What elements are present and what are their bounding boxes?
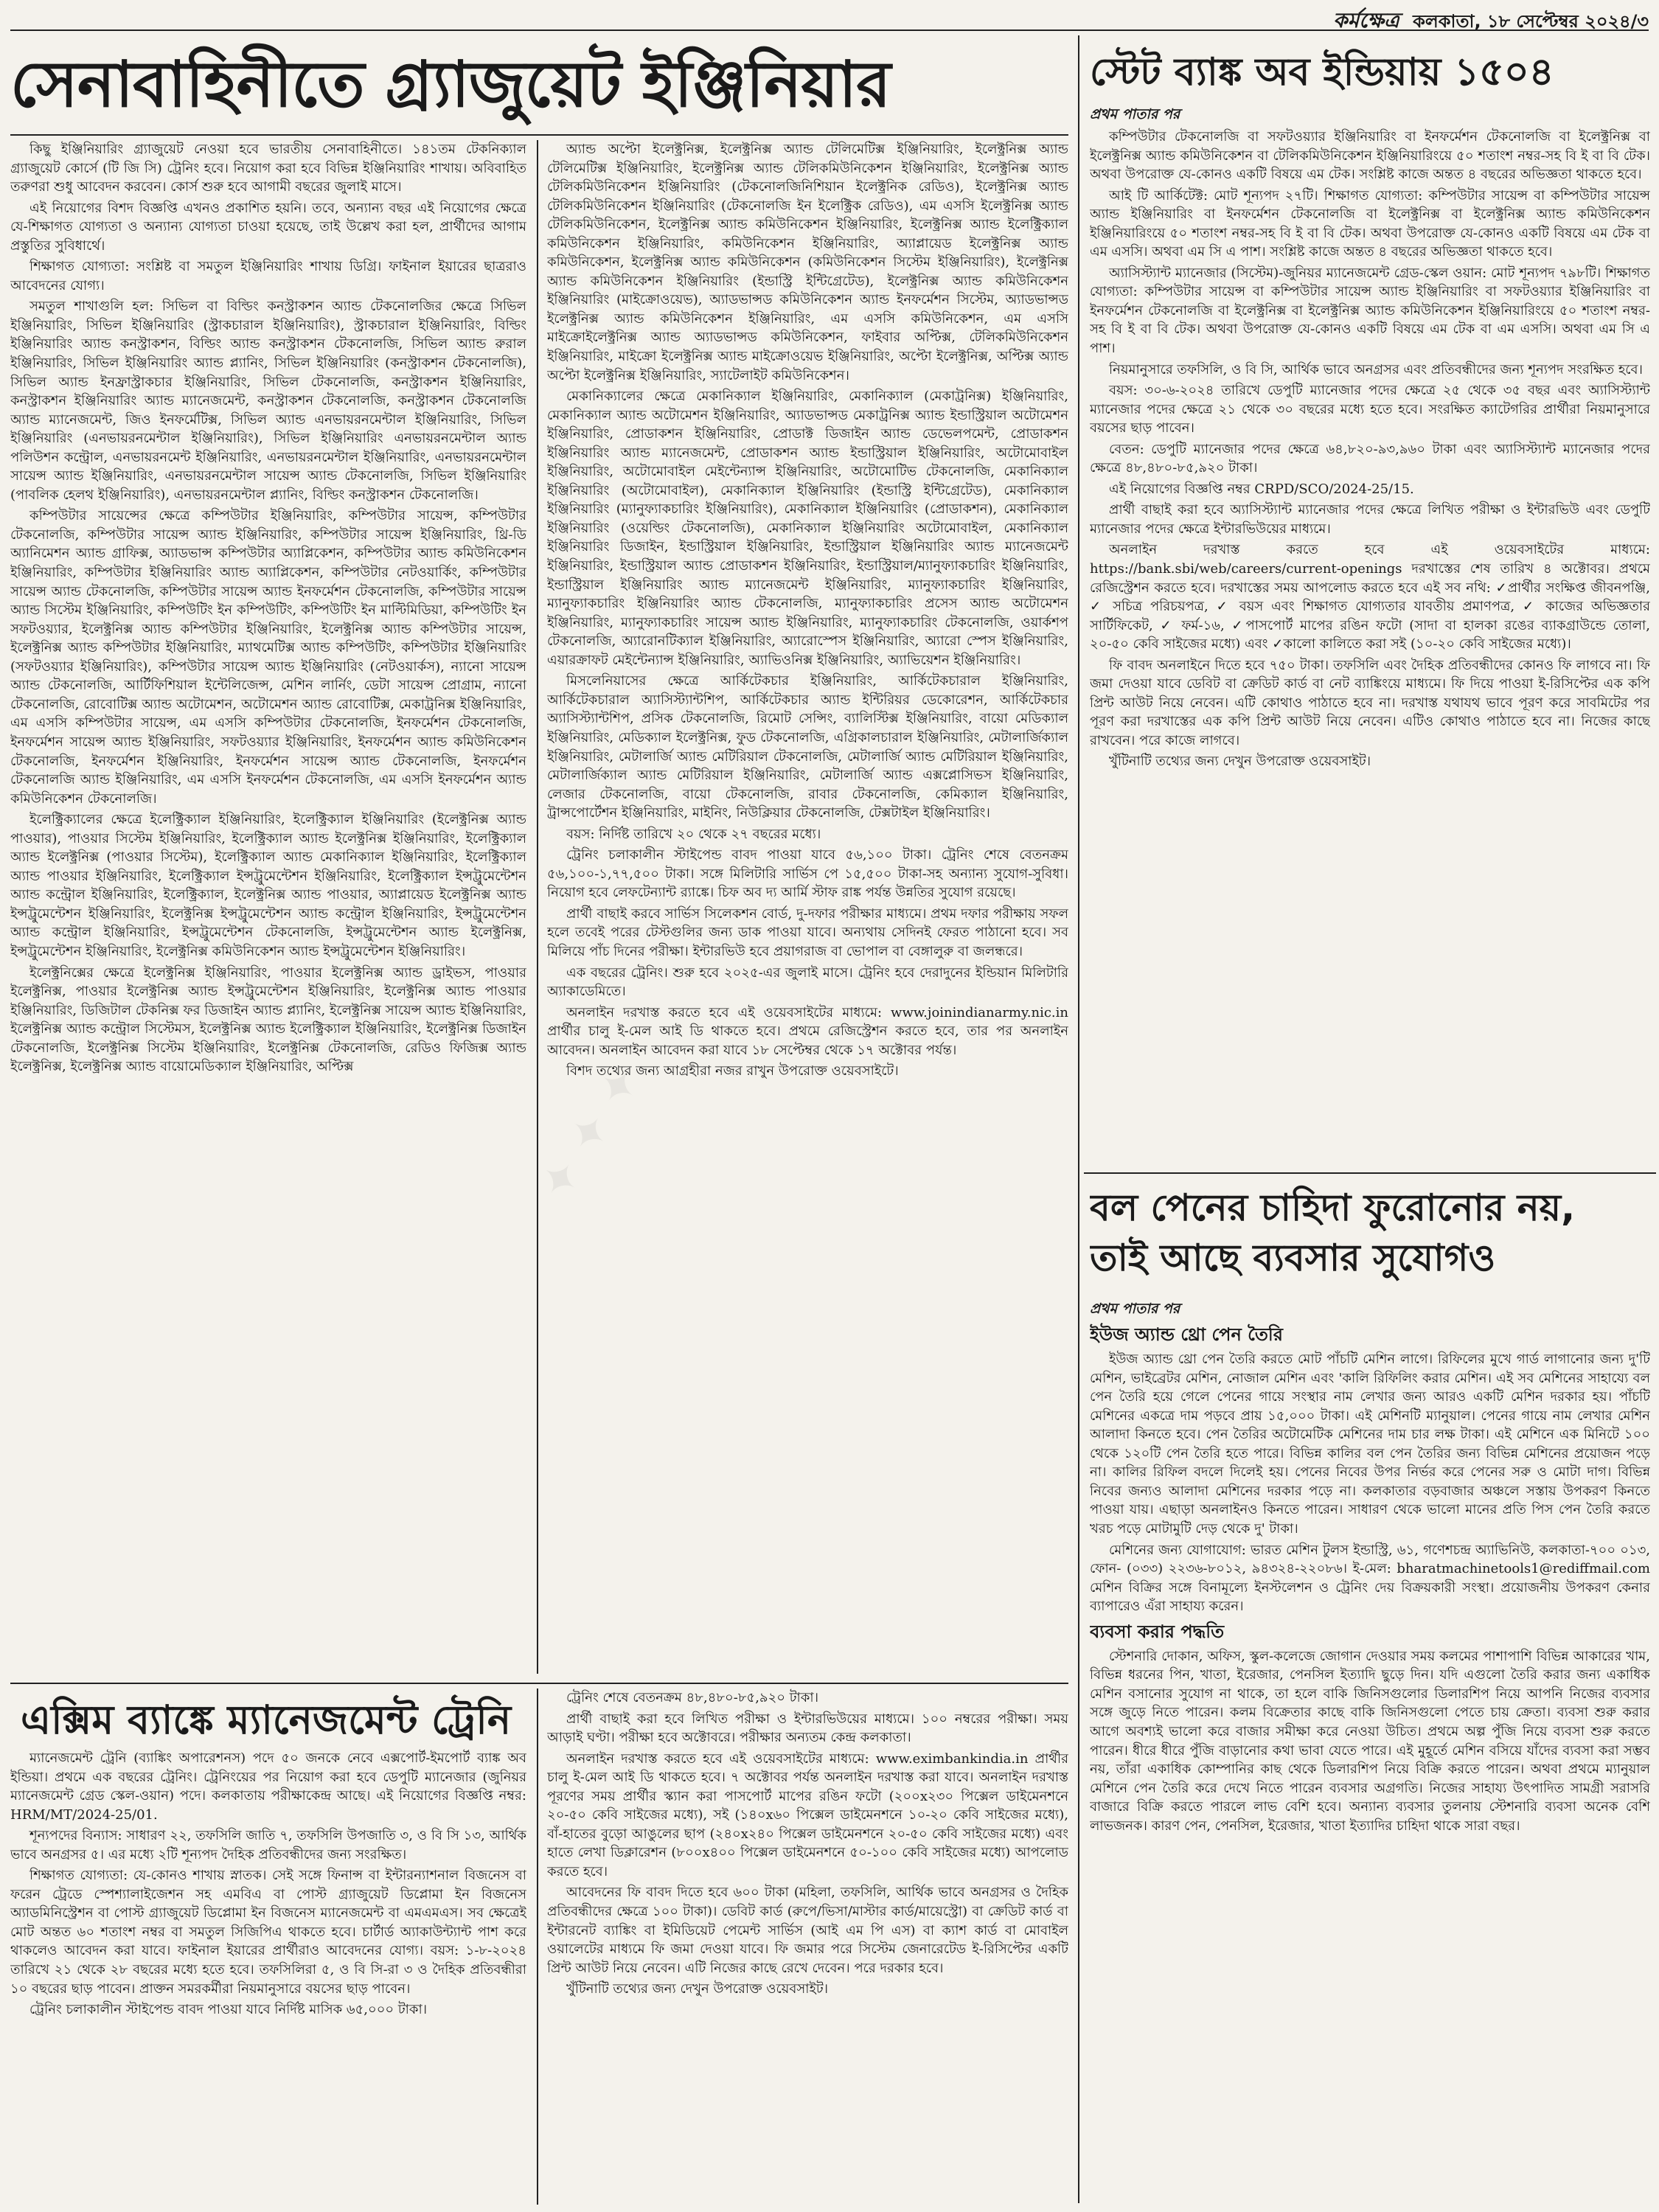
exim-left-paragraph: ট্রেনিং চলাকালীন স্টাইপেন্ড বাবদ পাওয়া যাবে নির্দিষ্ট মাসিক ৬৫,০০০ টাকা। xyxy=(29,2002,428,2018)
pen-making-paragraph: ইউজ অ্যান্ড থ্রো পেন তৈরি করতে মোট পাঁচটি মেশিন লাগে। রিফিলের মুখে গার্ড লাগানোর জন্য দু'টি মেশিন, ভাইব্রেটর মেশিন, নোজাল মেশিন এবং 'কালি রিফিলিং করার মেশিন। এই সব মেশিনের সাহায্যে বল পেন তৈরি হয়ে গেলে পেনের গায়ে সংস্থার নাম লেখার জন্য আরও একটি মেশিন দরকার হয়। পাঁচটি মেশিনের একত্রে দাম পড়বে প্রায় ১৫,০০০ টাকা। এই মেশিনটি ম্যানুয়াল। পেনের গায়ে নাম লেখার মেশিন আলাদা কিনতে হবে। পেন তৈরির অটোমেটিক মেশিনের দাম চার লক্ষ টাকা। এই মেশিনে এক মিনিটে ১০০ থেকে ১২০টি পেন তৈরি হতে পারে। বিভিন্ন কালির বল পেন তৈরির জন্য বিভিন্ন মেশিনের প্রয়োজন পড়ে না। কালির রিফিল বদলে দিলেই হয়। পেনের নিবের উপর নির্ভর করে পেনের সরু ও মোটা দাগ। বিভিন্ন নিবের জন্যও আলাদা মেশিনের দরকার পড়ে না। কলকাতার বড়বাজার অঞ্চলে সস্তায় উপকরণ কিনতে পাওয়া যায়। এছাড়া অনলাইনও কিনতে পারেন। সাধারণ থেকে ভালো মানের প্রতি পিস পেন তৈরি করতে খরচ পড়ে মোটামুটি দেড় থেকে দু' টাকা। xyxy=(1090,1352,1650,1537)
sbi-paragraph: প্রার্থী বাছাই করা হবে অ্যাসিস্ট্যান্ট ম্যানেজার পদের ক্ষেত্রে লিখিত পরীক্ষা ও ইন্টারভিউ এবং ডেপুটি ম্যানেজার পদের ক্ষেত্রে ইন্টারভিউয়ের মাধ্যমে। xyxy=(1090,502,1650,537)
pen-subhead-making: ইউজ অ্যান্ড থ্রো পেন তৈরি xyxy=(1090,1324,1283,1345)
pen-making-paragraph: মেশিনের জন্য যোগাযোগ: ভারত মেশিন টুলস ইন্ডাস্ট্রি, ৬১, গণেশচন্দ্র অ্যাভিনিউ, কলকাতা-৭০০ ০১৩, ফোন- (০৩৩) ২২৩৬-৮০১২, ৯৪৩২৪-২২০৮৬। ই-মেল: bharatmachinetools1@rediffmail.com মেশিন বিক্রির সঙ্গে বিনামূল্যে ইনস্টলেশন ও ট্রেনিং দেয় বিক্রয়কারী সংস্থা। প্রয়োজনীয় উপকরণ কেনার ব্যাপারেও এঁরা সাহায্য করেন। xyxy=(1090,1542,1650,1615)
army-mid-paragraph: এক বছরের ট্রেনিং। শুরু হবে ২০২৫-এর জুলাই মাসে। ট্রেনিং হবে দেরাদুনের ইন্ডিয়ান মিলিটারি অ্যাকাডেমিতে। xyxy=(547,964,1068,1000)
sbi-paragraph: কম্পিউটার টেকনোলজি বা সফটওয়্যার ইঞ্জিনিয়ারিং বা ইনফর্মেশন টেকনোলজি বা ইলেক্ট্রনিক্স বা ইলেক্ট্রনিক্স অ্যান্ড কমিউনিকেশন বা টেলিকমিউনিকেশন ইঞ্জিনিয়ারিংয়ে ৫০ শতাংশ নম্বর-সহ বি ই বা বি টেক। অথবা উপরোক্ত যে-কোনও একটি বিষয়ে এম টেক। সংশ্লিষ্ট কাজে অন্তত ৪ বছরের অভিজ্ঞতা থাকতে হবে। xyxy=(1090,128,1650,183)
army-mid-paragraph: মেকানিক্যালের ক্ষেত্রে মেকানিক্যাল ইঞ্জিনিয়ারিং, মেকানিক্যাল (মেকাট্রনিক্স) ইঞ্জিনিয়ারিং, মেকানিক্যাল অ্যান্ড অটোমেশন ইঞ্জিনিয়ারিং, অ্যাডভান্সড মেকাট্রনিক্স অ্যান্ড ইন্ডাস্ট্রিয়াল অটোমেশন ইঞ্জিনিয়ারিং, প্রোডাকশন ইঞ্জিনিয়ারিং, প্রোডাক্ট ডিজাইন অ্যান্ড ডেভেলপমেন্ট, প্রোডাকশন ইঞ্জিনিয়ারিং অ্যান্ড ম্যানেজমেন্ট, প্রোডাকশন অ্যান্ড ইন্ডাস্ট্রিয়াল ইঞ্জিনিয়ারিং, অটোমোবাইল ইঞ্জিনিয়ারিং, অটোমোবাইল মেইন্টেন্যান্স ইঞ্জিনিয়ারিং, অটোমোটিভ টেকনোলজি, মেকানিক্যাল ইঞ্জিনিয়ারিং (অটোমোবাইল), মেকানিক্যাল ইঞ্জিনিয়ারিং (ইন্ডাস্ট্রি ইন্টিগ্রেটেড), মেকানিক্যাল ইঞ্জিনিয়ারিং (ম্যানুফ্যাকচারিং ইঞ্জিনিয়ারিং), মেকানিক্যাল ইঞ্জিনিয়ারিং (প্রোডাকশন), মেকানিক্যাল ইঞ্জিনিয়ারিং (ওয়েল্ডিং টেকনোলজি), মেকানিক্যাল ইঞ্জিনিয়ারিং অটোমোবাইল, মেকানিক্যাল ইঞ্জিনিয়ারিং ডিজাইন, ইন্ডাস্ট্রিয়াল ইঞ্জিনিয়ারিং, ইন্ডাস্ট্রিয়াল ইঞ্জিনিয়ারিং অ্যান্ড ম্যানেজমেন্ট ইঞ্জিনিয়ারিং, ইন্ডাস্ট্রিয়াল অ্যান্ড প্রোডাকশন ইঞ্জিনিয়ারিং, ইন্ডাস্ট্রিয়াল/ম্যানুফ্যাকচারিং ইঞ্জিনিয়ারিং, ইন্ডাস্ট্রিয়াল ইঞ্জিনিয়ারিং অ্যান্ড ম্যানেজমেন্ট ইঞ্জিনিয়ারিং, ম্যানুফ্যাকচারিং ইঞ্জিনিয়ারিং, ম্যানুফ্যাকচারিং ইঞ্জিনিয়ারিং অ্যান্ড টেকনোলজি, ম্যানুফ্যাকচারিং প্রসেস অ্যান্ড অটোমেশন ইঞ্জিনিয়ারিং, ম্যানুফ্যাকচারিং সায়েন্স অ্যান্ড ইঞ্জিনিয়ারিং, ম্যানুফ্যাকচারিং টেকনোলজি, ওয়ার্কশপ টেকনোলজি, অ্যারোনটিক্যাল ইঞ্জিনিয়ারিং, অ্যারোস্পেস ইঞ্জিনিয়ারিং, অ্যারো স্পেস ইঞ্জিনিয়ারিং, এয়ারক্রাফট মেইন্টেন্যান্স ইঞ্জিনিয়ারিং, অ্যাভিওনিক্স ইঞ্জিনিয়ারিং, অ্যাভিয়েশন ইঞ্জিনিয়ারিং। xyxy=(547,389,1068,668)
pen-column xyxy=(1090,1298,1650,2205)
sbi-paragraph: অ্যাসিস্ট্যান্ট ম্যানেজার (সিস্টেম)-জুনিয়র ম্যানেজমেন্ট গ্রেড-স্কেল ওয়ান: মোট শূন্যপদ ৭৯৮টি। শিক্ষাগত যোগ্যতা: কম্পিউটার সায়েন্স বা কম্পিউটার সায়েন্স অ্যান্ড ইঞ্জিনিয়ারিং বা সফটওয়্যার ইঞ্জিনিয়ারিং বা ইনফর্মেশন টেকনোলজি বা ইলেক্ট্রনিক্স বা ইলেক্ট্রনিক্স অ্যান্ড কমিউনিকেশন ইঞ্জিনিয়ারিংয়ে ৫০ শতাংশ নম্বর-সহ বি ই বা বি টেক। অথবা উপরোক্ত যে-কোনও একটি বিষয়ে এম টেক বা এম এসসি। অথবা এম সি এ পাশ। xyxy=(1090,265,1650,356)
pen-headline-line1: বল পেনের চাহিদা ফুরোনোর নয়, xyxy=(1090,1186,1576,1229)
pen-byline: প্রথম পাতার পর xyxy=(1090,1301,1180,1317)
sbi-end-rule xyxy=(1084,1172,1656,1174)
exim-right-paragraph: অনলাইন দরখাস্ত করতে হবে এই ওয়েবসাইটের মাধ্যমে: www.eximbankindia.in প্রার্থীর চালু ই-মেল আই ডি থাকতে হবে। ৭ অক্টোবর পর্যন্ত অনলাইন দরখাস্ত করা যাবে। অনলাইন দরখাস্ত পূরণের সময় প্রার্থীর স্ক্যান করা পাসপোর্ট মাপের রঙিন ফটো (২০০x২৩০ পিক্সেল ডাইমেনশনে ২০-৫০ কেবি সাইজের মধ্যে), সই (১৪০x৬০ পিক্সেল ডাইমেনশনে ১০-২০ কেবি সাইজের মধ্যে), বাঁ-হাতের বুড়ো আঙুলের ছাপ (২৪০x২৪০ পিক্সেল ডাইমেনশনে ২০-৫০ কেবি সাইজের মধ্যে) এবং হাতে লেখা ডিক্লারেশন (৮০০x৪০০ পিক্সেল ডাইমেনশনে ৫০-১০০ কেবি সাইজের মধ্যে) আপলোড করতে হবে। xyxy=(547,1750,1068,1879)
army-mid-column xyxy=(547,140,1068,1674)
exim-column-divider xyxy=(537,1688,538,2205)
masthead-brand: কর্মক্ষেত্র xyxy=(1333,8,1399,32)
main-column-divider xyxy=(1078,35,1079,2203)
army-mid-paragraph: প্রার্থী বাছাই করবে সার্ভিস সিলেকশন বোর্ড, দু-দফার পরীক্ষার মাধ্যমে। প্রথম দফার পরীক্ষায় সফল হলে তবেই পরের টেস্টগুলির জন্য ডাক পাওয়া যাবে। অন্যথায় সেদিনই ফেরত পাঠানো হবে। সব মিলিয়ে পাঁচ দিনের পরীক্ষা। ইন্টারভিউ হবে প্রয়াগরাজ বা ভোপাল বা বেঙ্গালুরু বা জলন্ধরে। xyxy=(547,905,1068,959)
pen-headline-line2: তাই আছে ব্যবসার সুযোগও xyxy=(1090,1237,1496,1279)
exim-right-paragraph: খুঁটিনাটি তথ্যের জন্য দেখুন উপরোক্ত ওয়েবসাইট। xyxy=(566,1981,829,1997)
army-headline: সেনাবাহিনীতে গ্র্যাজুয়েট ইঞ্জিনিয়ার xyxy=(10,48,891,122)
sbi-paragraph: বেতন: ডেপুটি ম্যানেজার পদের ক্ষেত্রে ৬৪,৮২০-৯৩,৯৬০ টাকা এবং অ্যাসিস্ট্যান্ট ম্যানেজার পদের ক্ষেত্রে ৪৮,৪৮০-৮৫,৯২০ টাকা। xyxy=(1090,441,1650,476)
pen-subhead-method: ব্যবসা করার পদ্ধতি xyxy=(1090,1621,1225,1642)
sbi-headline: স্টেট ব্যাঙ্ক অব ইন্ডিয়ায় ১৫০৪ xyxy=(1090,50,1554,94)
sbi-paragraph: বয়স: ৩০-৬-২০২৪ তারিখে ডেপুটি ম্যানেজার পদের ক্ষেত্রে ২৫ থেকে ৩৫ বছর এবং অ্যাসিস্ট্যান্ট ম্যানেজার পদের ক্ষেত্রে ২১ থেকে ৩০ বছরের মধ্যে হতে হবে। সংরক্ষিত ক্যাটেগরির প্রার্থীরা নিয়মানুসারে বয়সের ছাড় পাবেন। xyxy=(1090,383,1650,437)
army-mid-paragraph: অ্যান্ড অপ্টো ইলেক্ট্রনিক্স, ইলেক্ট্রনিক্স অ্যান্ড টেলিমেটিক্স ইঞ্জিনিয়ারিং, ইলেক্ট্রনিক্স অ্যান্ড টেলিমেটিক্স ইঞ্জিনিয়ারিং, ইলেক্ট্রনিক্স অ্যান্ড টেলিকমিউনিকেশন ইঞ্জিনিয়ারিং, ইলেক্ট্রনিক্স অ্যান্ড টেলিকমিউনিকেশন ইঞ্জিনিয়ারিং (টেকনোলজিনিশিয়ান ইলেক্ট্রনিক রেডিও), ইলেক্ট্রনিক্স অ্যান্ড টেলিকমিউনিকেশন ইঞ্জিনিয়ারিং (টেকনোলজি ইন ইলেক্ট্রিক রেডিও), এম এসসি ইলেক্ট্রনিক্স অ্যান্ড টেলিকমিউনিকেশন, ইলেক্ট্রনিক্স অ্যান্ড কমিউনিকেশন ইঞ্জিনিয়ারিং, ইলেক্ট্রনিক্স অ্যান্ড ইলেক্ট্রিক্যাল কমিউনিকেশন ইঞ্জিনিয়ারিং, কমিউনিকেশন ইঞ্জিনিয়ারিং, অ্যাপ্লায়েড ইলেক্ট্রনিক্স অ্যান্ড কমিউনিকেশন, ইলেক্ট্রনিক্স অ্যান্ড কমিউনিকেশন (কমিউনিকেশন সিস্টেম ইঞ্জিনিয়ারিং), ইলেক্ট্রনিক্স অ্যান্ড কমিউনিকেশন ইঞ্জিনিয়ারিং (ইন্ডাস্ট্রি ইন্টিগ্রেটেড), ইলেক্ট্রনিক্স অ্যান্ড কমিউনিকেশন ইঞ্জিনিয়ারিং (মাইক্রোওয়েভ), অ্যাডভান্সড কমিউনিকেশন অ্যান্ড ইনফর্মেশন সিস্টেম, অ্যাডভান্সড ইলেক্ট্রনিক্স অ্যান্ড কমিউনিকেশন ইঞ্জিনিয়ারিং, এম এসসি কমিউনিকেশন, এম এসসি মাইক্রোইলেক্ট্রনিক্স অ্যান্ড অ্যাডভান্সড কমিউনিকেশন, ফাইবার অপ্টিক্স, টেলিকমিউনিকেশন ইঞ্জিনিয়ারিং, মাইক্রো ইলেক্ট্রনিক্স অ্যান্ড মাইক্রোওয়েভ ইঞ্জিনিয়ারিং, অপ্টো ইলেক্ট্রনিক্স, অপ্টিক্স অ্যান্ড অপ্টো ইলেক্ট্রনিক্স ইঞ্জিনিয়ারিং, স্যাটেলাইট কমিউনিকেশন। xyxy=(547,142,1068,383)
army-mid-paragraph: মিসলেনিয়াসের ক্ষেত্রে আর্কিটেকচার ইঞ্জিনিয়ারিং, আর্কিটেকচারাল ইঞ্জিনিয়ারিং, আর্কিটেকচারাল অ্যাসিস্ট্যান্টশিপ, আর্কিটেকচার অ্যান্ড ইন্টিরিয়র ডেকোরেশন, আর্কিটেকচার অ্যাসিস্ট্যান্টশিপ, প্রসিক টেকনোলজি, রিমোট সেন্সিং, ব্যালিস্টিক্স ইঞ্জিনিয়ারিং, বায়ো মেডিক্যাল ইঞ্জিনিয়ারিং, মেডিক্যাল ইলেক্ট্রনিক্স, ফুড টেকনোলজি, এগ্রিকালচারাল ইঞ্জিনিয়ারিং, মেটালার্জিক্যাল ইঞ্জিনিয়ারিং, মেটালার্জি অ্যান্ড মেটিরিয়াল টেকনোলজি, মেটালার্জি অ্যান্ড মেটিরিয়াল ইঞ্জিনিয়ারিং, মেটালার্জিক্যাল অ্যান্ড মেটিরিয়াল ইঞ্জিনিয়ারিং, মেটালার্জি অ্যান্ড এক্সপ্লোসিভস ইঞ্জিনিয়ারিং, লেজার টেকনোলজি, বায়ো টেকনোলজি, রাবার টেকনোলজি, কেমিক্যাল ইঞ্জিনিয়ারিং, ট্রান্সপোর্টেশন ইঞ্জিনিয়ারিং, মাইনিং, নিউক্লিয়ার টেকনোলজি, টেক্সটাইল ইঞ্জিনিয়ারিং। xyxy=(547,673,1068,821)
masthead xyxy=(10,4,1649,31)
masthead-date: কলকাতা, ১৮ সেপ্টেম্বর ২০২৪/৩ xyxy=(1413,11,1649,32)
army-left-paragraph: কিছু ইঞ্জিনিয়ারিং গ্র্যাজুয়েট নেওয়া হবে ভারতীয় সেনাবাহিনীতে। ১৪১তম টেকনিক্যাল গ্র্যাজুয়েট কোর্সে (টি জি সি) ট্রেনিং হবে। নিয়োগ করা হবে বিভিন্ন ইঞ্জিনিয়ারিং শাখায়। অবিবাহিত তরুণরা শুধু আবেদন করবেন। কোর্স শুরু হবে আগামী বছরের জুলাই মাসে। xyxy=(10,142,526,195)
army-column-divider xyxy=(537,140,538,1674)
army-left-paragraph: শিক্ষাগত যোগ্যতা: সংশ্লিষ্ট বা সমতুল ইঞ্জিনিয়ারিং শাখায় ডিগ্রি। ফাইনাল ইয়ারের ছাত্ররাও আবেদনের যোগ্য। xyxy=(10,259,526,293)
sbi-byline: প্রথম পাতার পর xyxy=(1090,106,1180,122)
sbi-paragraph: খুঁটিনাটি তথ্যের জন্য দেখুন উপরোক্ত ওয়েবসাইট। xyxy=(1109,754,1371,770)
sbi-paragraph: নিয়মানুসারে তফসিলি, ও বি সি, আর্থিক ভাবে অনগ্রসর এবং প্রতিবন্ধীদের জন্য শূন্যপদ সংরক্ষিত হবে। xyxy=(1109,361,1643,378)
army-mid-paragraph: অনলাইন দরখাস্ত করতে হবে এই ওয়েবসাইটের মাধ্যমে: www.joinindianarmy.nic.in প্রার্থীর চালু ই-মেল আই ডি থাকতে হবে। প্রথমে রেজিস্ট্রেশন করতে হবে, তার পর অনলাইন আবেদন। অনলাইন আবেদন করা যাবে ১৮ সেপ্টেম্বর থেকে ১৭ অক্টোবর পর্যন্ত। xyxy=(547,1004,1068,1058)
army-left-paragraph: ইলেক্ট্রনিক্সের ক্ষেত্রে ইলেক্ট্রনিক্স ইঞ্জিনিয়ারিং, পাওয়ার ইলেক্ট্রনিক্স অ্যান্ড ড্রাইভস, পাওয়ার ইলেক্ট্রনিক্স, পাওয়ার ইলেক্ট্রনিক্স অ্যান্ড ইন্সট্রুমেন্টেশন ইঞ্জিনিয়ারিং, ইলেক্ট্রনিক্স অ্যান্ড পাওয়ার ইঞ্জিনিয়ারিং, ডিজিটাল টেকনিক্স ফর ডিজাইন অ্যান্ড প্ল্যানিং, ইলেক্ট্রনিক্স সায়েন্স অ্যান্ড ইঞ্জিনিয়ারিং, ইলেক্ট্রনিক্স অ্যান্ড কন্ট্রোল সিস্টেমস, ইলেক্ট্রনিক্স অ্যান্ড ইলেক্ট্রিক্যাল ইঞ্জিনিয়ারিং, ইলেক্ট্রনিক্স ডিজাইন টেকনোলজি, ইলেক্ট্রনিক্স সিস্টেম ইঞ্জিনিয়ারিং, ইলেক্ট্রনিক্স টেকনোলজি, রেডিও ফিজিক্স অ্যান্ড ইলেক্ট্রনিক্স, ইলেক্ট্রনিক্স অ্যান্ড বায়োমেডিক্যাল ইঞ্জিনিয়ারিং, অপ্টিক্স xyxy=(10,964,526,1075)
exim-left-paragraph: শূন্যপদের বিন্যাস: সাধারণ ২২, তফসিলি জাতি ৭, তফসিলি উপজাতি ৩, ও বি সি ১৩, আর্থিক ভাবে অনগ্রসর ৫। এর মধ্যে ২টি শূন্যপদ দৈহিক প্রতিবন্ধীদের জন্য সংরক্ষিত। xyxy=(10,1828,526,1863)
army-left-paragraph: কম্পিউটার সায়েন্সের ক্ষেত্রে কম্পিউটার ইঞ্জিনিয়ারিং, কম্পিউটার সায়েন্স, কম্পিউটার টেকনোলজি, কম্পিউটার সায়েন্স অ্যান্ড ইঞ্জিনিয়ারিং, কম্পিউটার সায়েন্স ইঞ্জিনিয়ারিং, থ্রি-ডি অ্যানিমেশন অ্যান্ড গ্রাফিক্স, অ্যাডভান্স কম্পিউটার অ্যাপ্লিকেশন, কম্পিউটার অ্যান্ড কমিউনিকেশন ইঞ্জিনিয়ারিং, কম্পিউটার ইঞ্জিনিয়ারিং অ্যান্ড অ্যাপ্লিকেশন, কম্পিউটার নেটওয়ার্কিং, কম্পিউটার সায়েন্স অ্যান্ড টেকনোলজি, কম্পিউটার সায়েন্স অ্যান্ড ইনফর্মেশন টেকনোলজি, কম্পিউটার সায়েন্স অ্যান্ড সিস্টেম ইঞ্জিনিয়ারিং, কম্পিউটিং ইন কম্পিউটিং, কম্পিউটিং ইন মাল্টিমিডিয়া, কম্পিউটিং ইন সফটওয়্যার, ইলেক্ট্রনিক্স অ্যান্ড কম্পিউটার ইঞ্জিনিয়ারিং, ইলেক্ট্রনিক্স অ্যান্ড কম্পিউটার সায়েন্স, ইলেক্ট্রনিক্স অ্যান্ড কম্পিউটার ইঞ্জিনিয়ারিং, ম্যাথমেটিক্স অ্যান্ড কম্পিউটিং, কম্পিউটার ইঞ্জিনিয়ারিং (সফটওয়্যার ইঞ্জিনিয়ারিং), কম্পিউটার সায়েন্স অ্যান্ড ইঞ্জিনিয়ারিং (নেটওয়ার্কস), ন্যানো সায়েন্স অ্যান্ড টেকনোলজি, আর্টিফিশিয়াল ইন্টেলিজেন্স, মেশিন লার্নিং, ডেটা সায়েন্স প্রোগ্রাম, ন্যানো টেকনোলজি, রোবোটিক্স অ্যান্ড অটোমেশন, অটোমেশন অ্যান্ড রোবোটিক্স, মেকাট্রনিক্স ইঞ্জিনিয়ারিং, এম এসসি কম্পিউটার সায়েন্স, এম এসসি কম্পিউটার টেকনোলজি, ইনফর্মেশন টেকনোলজি, ইনফর্মেশন সায়েন্স অ্যান্ড ইঞ্জিনিয়ারিং, সফটওয়্যার ইঞ্জিনিয়ারিং, ইনফর্মেশন অ্যান্ড কমিউনিকেশন টেকনোলজি, ইনফর্মেশন ইঞ্জিনিয়ারিং, ইনফর্মেশন সায়েন্স অ্যান্ড টেকনোলজি, ইনফর্মেশন টেকনোলজি অ্যান্ড ইঞ্জিনিয়ারিং, এম এসসি ইনফর্মেশন টেকনোলজি, এম এসসি ইনফর্মেশন অ্যান্ড কমিউনিকেশন টেকনোলজি। xyxy=(10,508,526,807)
exim-right-paragraph: ট্রেনিং শেষে বেতনক্রম ৪৮,৪৮০-৮৫,৯২০ টাকা। xyxy=(566,1690,819,1705)
exim-right-paragraph: আবেদনের ফি বাবদ দিতে হবে ৬০০ টাকা (মহিলা, তফসিলি, আর্থিক ভাবে অনগ্রসর ও দৈহিক প্রতিবন্ধীদের ক্ষেত্রে ১০০ টাকা)। ডেবিট কার্ড (রুপে/ভিসা/মাস্টার কার্ড/মায়েস্ট্রো) বা ক্রেডিট কার্ড বা ইন্টারনেট ব্যাঙ্কিং বা ইমিডিয়েট পেমেন্ট সার্ভিস (আই এম পি এস) বা ক্যাশ কার্ড বা মোবাইল ওয়ালেটের মাধ্যমে ফি জমা দেওয়া যাবে। ফি জমার পরে সিস্টেম জেনারেটেড ই-রিসিপ্টের একটি প্রিন্ট আউট নিয়ে নেবেন। এটি নিজের কাছে রেখে দেবেন। পরে দরকার হবে। xyxy=(547,1885,1068,1976)
exim-left-paragraph: ম্যানেজমেন্ট ট্রেনি (ব্যাঙ্কিং অপারেশনস) পদে ৫০ জনকে নেবে এক্সপোর্ট-ইমপোর্ট ব্যাঙ্ক অব ইন্ডিয়া। প্রথমে এক বছরের ট্রেনিং। ট্রেনিংয়ের পর নিয়োগ করা হবে ডেপুটি ম্যানেজার (জুনিয়র ম্যানেজমেন্ট গ্রেড স্কেল-ওয়ান) পদে। কলকাতায় পরীক্ষাকেন্দ্র আছে। এই নিয়োগের বিজ্ঞপ্তি নম্বর: HRM/MT/2024-25/01. xyxy=(10,1750,526,1823)
army-left-column xyxy=(10,140,526,1674)
exim-left-paragraph: শিক্ষাগত যোগ্যতা: যে-কোনও শাখায় স্নাতক। সেই সঙ্গে ফিনান্স বা ইন্টারন্যাশনাল বিজনেস বা ফরেন ট্রেডে স্পেশ্যালাইজেশন সহ এমবিএ বা পোস্ট গ্র্যাজুয়েট ডিপ্লোমা ইন বিজনেস অ্যাডমিনিস্ট্রেশন বা পোস্ট গ্র্যাজুয়েট ডিপ্লোমা ইন বিজনেস ম্যানেজমেন্ট বা এমএমএস। সব ক্ষেত্রেই মোট অন্তত ৬০ শতাংশ নম্বর বা সমতুল সিজিপিএ থাকতে হবে। চার্টার্ড অ্যাকাউন্ট্যান্ট পাশ করে থাকলেও আবেদন করা যাবে। ফাইনাল ইয়ারের প্রার্থীরাও আবেদনের যোগ্য। বয়স: ১-৮-২০২৪ তারিখে ২১ থেকে ২৮ বছরের মধ্যে হতে হবে। তফসিলিরা ৫, ও বি সি-রা ৩ ও দৈহিক প্রতিবন্ধীরা ১০ বছরের ছাড় পাবেন। প্রাক্তন সমরকর্মীরা নিয়মানুসারে বয়সের ছাড় পাবেন। xyxy=(10,1868,526,1997)
army-left-paragraph: ইলেক্ট্রিক্যালের ক্ষেত্রে ইলেক্ট্রিক্যাল ইঞ্জিনিয়ারিং, ইলেক্ট্রিক্যাল ইঞ্জিনিয়ারিং (ইলেক্ট্রনিক্স অ্যান্ড পাওয়ার), পাওয়ার সিস্টেম ইঞ্জিনিয়ারিং, ইলেক্ট্রিক্যাল অ্যান্ড ইলেক্ট্রনিক্স ইঞ্জিনিয়ারিং, ইলেক্ট্রিক্যাল অ্যান্ড ইলেক্ট্রনিক্স (পাওয়ার সিস্টেম), ইলেক্ট্রিক্যাল অ্যান্ড মেকানিক্যাল ইঞ্জিনিয়ারিং, ইলেক্ট্রিক্যাল অ্যান্ড পাওয়ার ইঞ্জিনিয়ারিং, ইলেক্ট্রিক্যাল ইন্সট্রুমেন্টেশন ইঞ্জিনিয়ারিং, ইলেক্ট্রিক্যাল ইন্সট্রুমেন্টেশন অ্যান্ড কন্ট্রোল ইঞ্জিনিয়ারিং, ইলেক্ট্রিক্যাল, ইলেক্ট্রনিক্স অ্যান্ড পাওয়ার, অ্যাপ্লায়েড ইলেক্ট্রনিক্স অ্যান্ড ইন্সট্রুমেন্টেশন ইঞ্জিনিয়ারিং, ইলেক্ট্রনিক্স ইন্সট্রুমেন্টেশন অ্যান্ড কন্ট্রোল ইঞ্জিনিয়ারিং, ইন্সট্রুমেন্টেশন অ্যান্ড কন্ট্রোল ইঞ্জিনিয়ারিং, ইন্সট্রুমেন্টেশন টেকনোলজি, ইন্সট্রুমেন্টেশন অ্যান্ড ইলেক্ট্রনিক্স, ইন্সট্রুমেন্টেশন ইঞ্জিনিয়ারিং, ইলেক্ট্রনিক্স কমিউনিকেশন অ্যান্ড ইন্সট্রুমেন্টেশন ইঞ্জিনিয়ারিং। xyxy=(10,812,526,959)
exim-headline: এক্সিম ব্যাঙ্কে ম্যানেজমেন্ট ট্রেনি xyxy=(21,1697,512,1743)
watermark: ✦ ✦ ✦ xyxy=(527,1055,653,1211)
sbi-paragraph: আই টি আর্কিটেক্ট: মোট শূন্যপদ ২৭টি। শিক্ষাগত যোগ্যতা: কম্পিউটার সায়েন্স বা কম্পিউটার সায়েন্স অ্যান্ড ইঞ্জিনিয়ারিং বা ইনফর্মেশন টেকনোলজি বা ইলেক্ট্রনিক্স বা ইলেক্ট্রনিক্স অ্যান্ড কমিউনিকেশন ইঞ্জিনিয়ারিংয়ে ৫০ শতাংশ নম্বর-সহ বি ই বা বি টেক। অথবা উপরোক্ত যে-কোনও একটি বিষয়ে এম টেক বা এম এসসি। অথবা এম সি এ পাশ। সংশ্লিষ্ট কাজে অন্তত ৪ বছরের অভিজ্ঞতা থাকতে হবে। xyxy=(1090,187,1650,260)
sbi-paragraph: ফি বাবদ অনলাইনে দিতে হবে ৭৫০ টাকা। তফসিলি এবং দৈহিক প্রতিবন্ধীদের কোনও ফি লাগবে না। ফি জমা দেওয়া যাবে ডেবিট বা ক্রেডিট কার্ড বা নেট ব্যাঙ্কিংয়ে মাধ্যমে। ফি দিয়ে পাওয়া ই-রিসিপ্টের এক কপি প্রিন্ট আউট নিয়ে নেবেন। এটি কোথাও পাঠাতে হবে না। দরখাস্ত যথাযথ ভাবে পূরণ করে সাবমিটের পর পূরণ করা দরখাস্তের এক কপি প্রিন্ট আউট নিয়ে নেবেন। এটিও কোথাও পাঠাতে হবে না। নিজের কাছে রাখবেন। পরে কাজে লাগবে। xyxy=(1090,657,1650,748)
army-left-paragraph: সমতুল শাখাগুলি হল: সিভিল বা বিল্ডিং কনস্ট্রাকশন অ্যান্ড টেকনোলজির ক্ষেত্রে সিভিল ইঞ্জিনিয়ারিং, সিভিল ইঞ্জিনিয়ারিং (স্ট্রাকচারাল ইঞ্জিনিয়ারিং), স্ট্রাকচারাল ইঞ্জিনিয়ারিং, বিল্ডিং ইঞ্জিনিয়ারিং অ্যান্ড কনস্ট্রাকশন, বিল্ডিং অ্যান্ড কনস্ট্রাকশন টেকনোলজি, সিভিল অ্যান্ড রুরাল ইঞ্জিনিয়ারিং, সিভিল ইঞ্জিনিয়ারিং অ্যান্ড প্ল্যানিং, সিভিল ইঞ্জিনিয়ারিং (কনস্ট্রাকশন টেকনোলজি), সিভিল অ্যান্ড ইনফ্রাস্ট্রাকচার ইঞ্জিনিয়ারিং, সিভিল টেকনোলজি, কনস্ট্রাকশন ইঞ্জিনিয়ারিং, কনস্ট্রাকশন ইঞ্জিনিয়ারিং অ্যান্ড ম্যানেজমেন্ট, কনস্ট্রাকশন টেকনোলজি, কনস্ট্রাকশন টেকনোলজি অ্যান্ড ম্যানেজমেন্ট, জিও ইনফর্মেটিক্স, সিভিল অ্যান্ড এনভায়রনমেন্টাল ইঞ্জিনিয়ারিং, সিভিল ইঞ্জিনিয়ারিং (এনভায়রনমেন্টাল ইঞ্জিনিয়ারিং), সিভিল ইঞ্জিনিয়ারিং এনভায়রনমেন্টাল অ্যান্ড পলিউশন কন্ট্রোল, এনভায়রনমেন্ট ইঞ্জিনিয়ারিং, এনভায়রনমেন্টাল ইঞ্জিনিয়ারিং, এনভায়রনমেন্টাল সায়েন্স অ্যান্ড ইঞ্জিনিয়ারিং, এনভায়রনমেন্টাল সায়েন্স অ্যান্ড টেকনোলজি, সিভিল ইঞ্জিনিয়ারিং (পাবলিক হেলথ ইঞ্জিনিয়ারিং), এনভায়রনমেন্টাল প্ল্যানিং, বিল্ডিং কনস্ট্রাকশন টেকনোলজি। xyxy=(10,299,526,503)
exim-top-rule xyxy=(10,1683,1068,1684)
pen-headline xyxy=(1090,1183,1650,1293)
army-left-paragraph: এই নিয়োগের বিশদ বিজ্ঞপ্তি এখনও প্রকাশিত হয়নি। তবে, অন্যান্য বছর এই নিয়োগের ক্ষেত্রে যে-শিক্ষাগত যোগ্যতা ও অন্যান্য যোগ্যতা চাওয়া হয়েছে, তাই উল্লেখ করা হল, প্রার্থীদের আগাম প্রস্তুতির সুবিধার্থে। xyxy=(10,200,526,254)
pen-method-paragraph: স্টেশনারি দোকান, অফিস, স্কুল-কলেজে জোগান দেওয়ার সময় কলমের পাশাপাশি বিভিন্ন আকারের খাম, বিভিন্ন ধরনের পিন, খাতা, ইরেজার, পেনসিল ইত্যাদি ছুড়ে দিন। যদি এগুলো তৈরি করার জন্য একাধিক মেশিন বসানোর সুযোগ না থাকে, তা হলে বাকি জিনিসগুলোর ডিলারশিপ নিয়ে আপনি নিজের ব্যবসার সঙ্গে জুড়ে নিতে পারেন। কলম বিক্রেতার কাছে বাকি জিনিসগুলো পেতে চায় ক্রেতা। ব্যবসা শুরু করার আগে অবশ্যই ভালো করে বাজার সমীক্ষা করে নেওয়া উচিত। প্রথমে অল্প পুঁজি নিয়ে ব্যবসা শুরু করতে পারেন। ধীরে ধীরে পুঁজি বাড়ানোর কথা ভাবা যেতে পারে। এই মুহূর্তে মেশিন বসিয়ে যাঁদের ব্যবসা করা সম্ভব নয়, তাঁরা একাধিক কোম্পানির কাছ থেকে ডিলারশিপ নিয়ে বিক্রি করতে পারেন। অথবা প্রথমে ম্যানুয়াল মেশিনে পেন তৈরি করে দেখে নিতে পারেন ব্যবসার অগ্রগতি। নিজের সাহায্য উৎপাদিত সামগ্রী সরাসরি বাজারে বিক্রি করতে পারলে লাভ বেশি হবে। অন্যান্য ব্যবসার তুলনায় স্টেশনারি ব্যবসা অনেক বেশি লাভজনক। কারণ পেন, পেনসিল, ইরেজার, খাতা ইত্যাদির চাহিদা থাকে সারা বছর। xyxy=(1090,1648,1650,1834)
exim-right-paragraph: প্রার্থী বাছাই করা হবে লিখিত পরীক্ষা ও ইন্টারভিউয়ের মাধ্যমে। ১০০ নম্বরের পরীক্ষা। সময় আড়াই ঘণ্টা। পরীক্ষা হবে অক্টোবরে। পরীক্ষার অন্যতম কেন্দ্র কলকাতা। xyxy=(547,1711,1068,1746)
army-mid-paragraph: বিশদ তথ্যের জন্য আগ্রহীরা নজর রাখুন উপরোক্ত ওয়েবসাইটে। xyxy=(566,1063,899,1079)
army-mid-paragraph: ট্রেনিং চলাকালীন স্টাইপেন্ড বাবদ পাওয়া যাবে ৫৬,১০০ টাকা। ট্রেনিং শেষে বেতনক্রম ৫৬,১০০-১,৭৭,৫০০ টাকা। সঙ্গে মিলিটারি সার্ভিস পে ১৫,৫০০ টাকা-সহ অন্যান্য সুযোগ-সুবিধা। নিয়োগ হবে লেফটেন্যান্ট র‍্যাঙ্কে। চিফ অব দ্য আর্মি স্টাফ রাঙ্ক পর্যন্ত উন্নতির সুযোগ রয়েছে। xyxy=(547,847,1068,901)
exim-right-column xyxy=(547,1688,1068,2205)
sbi-paragraph: এই নিয়োগের বিজ্ঞপ্তি নম্বর CRPD/SCO/2024-25/15. xyxy=(1109,481,1414,497)
sbi-column xyxy=(1090,103,1650,1165)
army-headline-rule xyxy=(10,134,1068,136)
exim-left-column xyxy=(10,1749,526,2205)
army-mid-paragraph: বয়স: নির্দিষ্ট তারিখে ২০ থেকে ২৭ বছরের মধ্যে। xyxy=(566,826,821,842)
sbi-paragraph: অনলাইন দরখাস্ত করতে হবে এই ওয়েবসাইটের মাধ্যমে: https://bank.sbi/web/careers/current-openings দরখাস্তের শেষ তারিখ ৪ অক্টোবর। প্রথমে রেজিস্ট্রেশন করতে হবে। দরখাস্তের সময় আপলোড করতে হবে এই সব নথি: ✓প্রার্থীর সংক্ষিপ্ত জীবনপঞ্জি, ✓ সচিত্র পরিচয়পত্র, ✓ বয়স এবং শিক্ষাগত যোগ্যতার যাবতীয় প্রমাণপত্র, ✓ কাজের অভিজ্ঞতার সার্টিফিকেট, ✓ ফর্ম-১৬, ✓পাসপোর্ট মাপের রঙিন ফটো (সাদা বা হালকা রঙের ব্যাকগ্রাউন্ডে তোলা, ২০-৫০ কেবি সাইজের মধ্যে) এবং ✓কালো কালিতে করা সই (১০-২০ কেবি সাইজের মধ্যে)। xyxy=(1090,542,1650,653)
